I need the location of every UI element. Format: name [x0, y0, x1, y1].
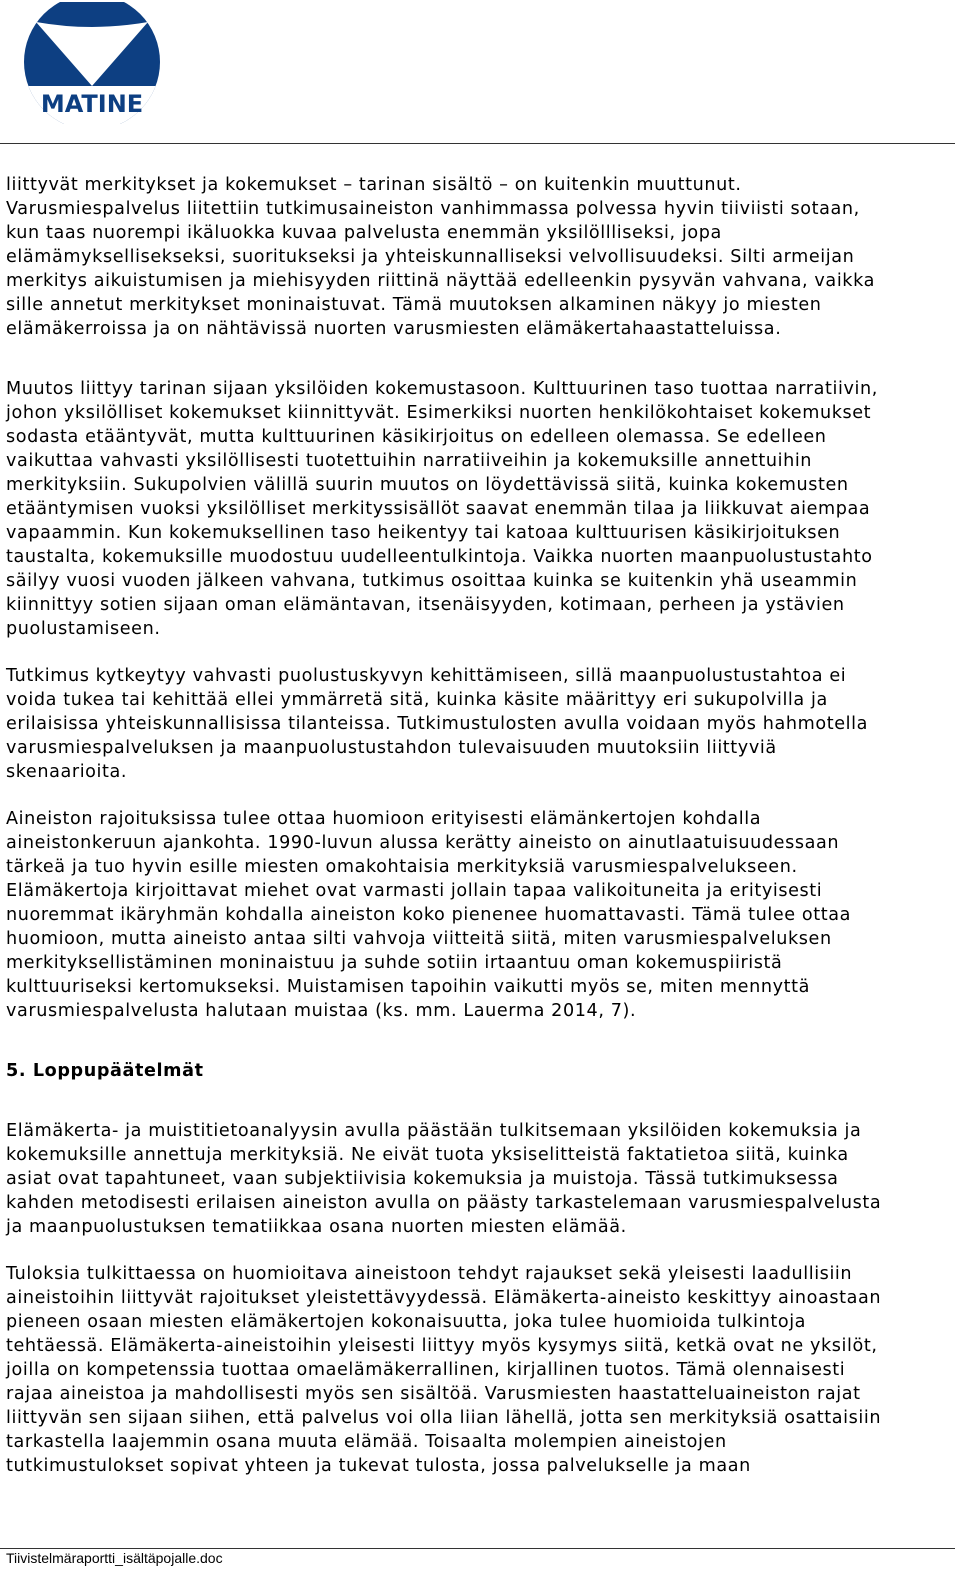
text-line: Tuloksia tulkittaessa on huomioitava aineistoon tehdyt rajaukset sekä yleisesti laadullisiin — [6, 1264, 853, 1284]
text-line: tarkastella laajemmin osana muuta elämää. Toisaalta molempien aineistojen — [6, 1432, 727, 1452]
text-line: Elämäkertoja kirjoittavat miehet ovat varmasti jollain tapaa valikoituneita ja erityisesti — [6, 881, 823, 901]
text-line: taustalta, kokemuksille muodostuu uudelleentulkintoja. Vaikka nuorten maanpuolustustahto — [6, 547, 873, 567]
text-line: erilaisissa yhteiskunnallisissa tilanteissa. Tutkimustulosten avulla voidaan myös hahmotella — [6, 714, 868, 734]
text-line: kiinnittyy sotien sijaan oman elämäntavan, itsenäisyyden, kotimaan, perheen ja ystävien — [6, 595, 845, 615]
text-line: Aineiston rajoituksissa tulee ottaa huomioon erityisesti elämänkertojen kohdalla — [6, 809, 762, 829]
text-line: aineistoihin liittyvät rajoitukset yleistettävyydessä. Elämäkerta-aineisto keskittyy ainoastaan — [6, 1288, 882, 1308]
paragraph-2 — [6, 377, 941, 641]
text-line: rajaa aineistoa ja mahdollisesti myös sen sisältöä. Varusmiesten haastatteluaineiston rajat — [6, 1384, 861, 1404]
text-line: sodasta etääntyvät, mutta kulttuurinen käsikirjoitus on edelleen olemassa. Se edelleen — [6, 427, 827, 447]
text-line: liittyvät merkitykset ja kokemukset – tarinan sisältö – on kuitenkin muuttunut. — [6, 175, 742, 195]
text-line: etääntymisen vuoksi yksilölliset merkityssisällöt saavat enemmän tilaa ja liikkuvat aiempaa — [6, 499, 871, 519]
text-line: pieneen osaan miesten elämäkertojen kokonaisuutta, joka tulee huomioida tulkintoja — [6, 1312, 807, 1332]
section-heading: 5. Loppupäätelmät — [6, 1061, 204, 1081]
text-line: Elämäkerta- ja muistitietoanalyysin avulla päästään tulkitsemaan yksilöiden kokemuksia ja — [6, 1121, 862, 1141]
text-line: merkityksellistäminen moninaistuu ja suhde sotiin irtaantuu oman kokemuspiiristä — [6, 953, 783, 973]
text-line: vapaammin. Kun kokemuksellinen taso heikentyy tai katoaa kulttuurisen käsikirjoituksen — [6, 523, 841, 543]
paragraph-5 — [6, 1119, 941, 1239]
text-line: skenaarioita. — [6, 762, 128, 782]
text-line: kulttuuriseksi kertomukseksi. Muistamisen tapoihin vaikutti myös se, miten mennyttä — [6, 977, 810, 997]
header-divider — [0, 143, 955, 144]
text-line: Varusmiespalvelus liitettiin tutkimusaineiston vanhimmassa polvessa hyvin tiiviisti sotaan, — [6, 199, 860, 219]
logo-text: MATINE — [40, 90, 144, 118]
paragraph-6 — [6, 1262, 941, 1478]
text-line: säilyy vuosi vuoden jälkeen vahvana, tutkimus osoittaa kuinka se kuitenkin yhä useammin — [6, 571, 858, 591]
text-line: tärkeä ja tuo hyvin esille miesten omakohtaisia merkityksiä varusmiespalvelukseen. — [6, 857, 798, 877]
text-line: kahden metodisesti erilaisen aineiston avulla on päästy tarkastelemaan varusmiespalvelusta — [6, 1193, 882, 1213]
text-line: merkitys aikuistumisen ja miehisyyden riittinä näyttää edelleenkin pysyvän vahvana, vaikka — [6, 271, 875, 291]
text-line: varusmiespalveluksen ja maanpuolustustahdon tulevaisuuden muutoksiin liittyviä — [6, 738, 777, 758]
paragraph-3 — [6, 664, 941, 784]
document-body — [6, 173, 941, 1478]
text-line: puolustamiseen. — [6, 619, 161, 639]
text-line: kun taas nuorempi ikäluokka kuvaa palvelusta enemmän yksilöllliseksi, jopa — [6, 223, 722, 243]
text-line: aineistonkeruun ajankohta. 1990-luvun alussa kerätty aineisto on ainutlaatuisuudessaan — [6, 833, 840, 853]
paragraph-1 — [6, 173, 941, 341]
text-line: nuoremmat ikäryhmän kohdalla aineiston koko pienenee huomattavasti. Tämä tulee ottaa — [6, 905, 852, 925]
footer-filename: Tiivistelmäraportti_isältäpojalle.doc — [6, 1550, 223, 1566]
text-line: vaikuttaa vahvasti yksilöllisesti tuotettuihin narratiiveihin ja kokemuksille annettuihin — [6, 451, 813, 471]
text-line: liittyvän sen sijaan siihen, että palvelus voi olla liian lähellä, jotta sen merkityksiä osattaisiin — [6, 1408, 882, 1428]
text-line: ja maanpuolustuksen tematiikkaa osana nuorten miesten elämää. — [6, 1217, 627, 1237]
text-line: varusmiespalvelusta halutaan muistaa (ks. mm. Lauerma 2014, 7). — [6, 1001, 637, 1021]
text-line: asiat ovat tapahtuneet, vaan subjektiivisia kokemuksia ja muistoja. Tässä tutkimuksessa — [6, 1169, 839, 1189]
text-line: sille annetut merkitykset moninaistuvat. Tämä muutoksen alkaminen näkyy jo miesten — [6, 295, 822, 315]
text-line: tehtäessä. Elämäkerta-aineistoihin yleisesti liittyy myös kysymys siitä, ketkä ovat ne yksilöt, — [6, 1336, 878, 1356]
paragraph-4 — [6, 807, 941, 1023]
text-line: tutkimustulokset sopivat yhteen ja tukevat tulosta, jossa palvelukselle ja maan — [6, 1456, 751, 1476]
text-line: elämäkerroissa ja on nähtävissä nuorten varusmiesten elämäkertahaastatteluissa. — [6, 319, 782, 339]
text-line: merkityksiin. Sukupolvien välillä suurin muutos on löydettävissä siitä, kuinka kokemusten — [6, 475, 849, 495]
text-line: voida tukea tai kehittää ellei ymmärretä sitä, kuinka käsite määrittyy eri sukupolvilla ja — [6, 690, 828, 710]
text-line: joilla on kompetenssia tuottaa omaelämäkerrallinen, kirjallinen tuotos. Tämä olennaisesti — [6, 1360, 846, 1380]
page-header — [0, 0, 960, 146]
text-line: huomioon, mutta aineisto antaa silti vahvoja viitteitä siitä, miten varusmiespalveluksen — [6, 929, 832, 949]
text-line: kokemuksille annettuja merkityksiä. Ne eivät tuota yksiselitteistä faktatietoa siitä, kuinka — [6, 1145, 849, 1165]
matine-logo — [22, 2, 162, 124]
footer-divider — [0, 1548, 955, 1549]
text-line: elämämyksellisekseksi, suoritukseksi ja yhteiskunnalliseksi velvollisuudeksi. Silti armeijan — [6, 247, 855, 267]
text-line: johon yksilölliset kokemukset kiinnittyvät. Esimerkiksi nuorten henkilökohtaiset kokemukset — [6, 403, 872, 423]
text-line: Muutos liittyy tarinan sijaan yksilöiden kokemustasoon. Kulttuurinen taso tuottaa narratiivin, — [6, 379, 878, 399]
text-line: Tutkimus kytkeytyy vahvasti puolustuskyvyn kehittämiseen, sillä maanpuolustustahtoa ei — [6, 666, 847, 686]
